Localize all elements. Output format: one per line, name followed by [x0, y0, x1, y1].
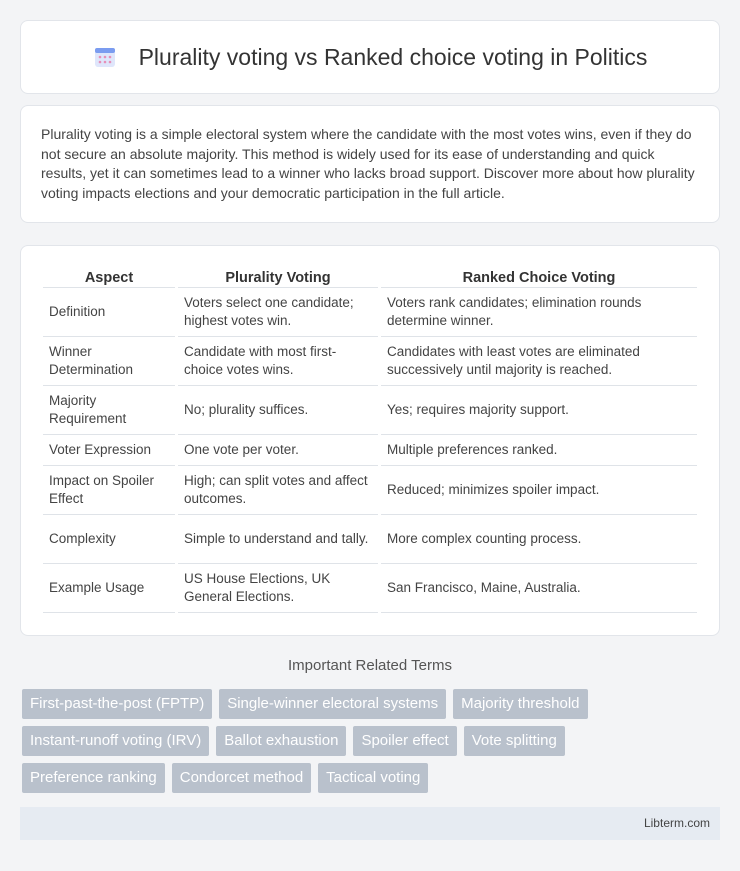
table-cell: Voters select one candidate; highest votes win. [178, 288, 378, 337]
calendar-icon [93, 45, 117, 69]
comparison-card [20, 245, 720, 636]
table-row [43, 564, 697, 613]
footer-site-link[interactable]: Libterm.com [643, 816, 710, 830]
page-title: Plurality voting vs Ranked choice voting in Politics [138, 43, 648, 70]
related-terms-title: Important Related Terms [288, 657, 452, 674]
table-cell: Definition [43, 288, 175, 337]
tag-link[interactable]: Instant-runoff voting (IRV) [22, 726, 209, 756]
table-row [43, 515, 697, 564]
table-cell: One vote per voter. [178, 435, 378, 466]
table-cell: Impact on Spoiler Effect [43, 466, 175, 515]
table-row [43, 466, 697, 515]
column-header: Ranked Choice Voting [381, 267, 697, 288]
column-header: Plurality Voting [178, 267, 378, 288]
table-cell: Candidate with most first-choice votes wins. [178, 337, 378, 386]
table-row [43, 337, 697, 386]
related-terms [22, 689, 722, 800]
tag-row [22, 763, 722, 793]
table-row [43, 386, 697, 435]
table-cell: Yes; requires majority support. [381, 386, 697, 435]
tag-link[interactable]: Preference ranking [22, 763, 165, 793]
tag-row [22, 689, 722, 719]
tag-link[interactable]: Single-winner electoral systems [219, 689, 446, 719]
footer [20, 807, 720, 840]
tag-link[interactable]: Ballot exhaustion [216, 726, 346, 756]
tag-link[interactable]: Tactical voting [318, 763, 428, 793]
table-row [43, 435, 697, 466]
tag-link[interactable]: Spoiler effect [353, 726, 456, 756]
table-cell: High; can split votes and affect outcomes. [178, 466, 378, 515]
table-cell: Reduced; minimizes spoiler impact. [381, 466, 697, 515]
table-cell: Majority Requirement [43, 386, 175, 435]
comparison-table [40, 267, 700, 613]
tag-link[interactable]: Condorcet method [172, 763, 311, 793]
table-cell: Voter Expression [43, 435, 175, 466]
table-cell: Candidates with least votes are eliminated successively until majority is reached. [381, 337, 697, 386]
tag-link[interactable]: First-past-the-post (FPTP) [22, 689, 212, 719]
table-cell: More complex counting process. [381, 515, 697, 564]
column-header: Aspect [43, 267, 175, 288]
tag-link[interactable]: Majority threshold [453, 689, 587, 719]
table-cell: Example Usage [43, 564, 175, 613]
title-card [20, 20, 720, 94]
table-cell: No; plurality suffices. [178, 386, 378, 435]
tag-link[interactable]: Vote splitting [464, 726, 565, 756]
table-cell: Simple to understand and tally. [178, 515, 378, 564]
intro-card [20, 105, 720, 223]
tag-row [22, 726, 722, 756]
table-cell: San Francisco, Maine, Australia. [381, 564, 697, 613]
table-cell: Voters rank candidates; elimination rounds determine winner. [381, 288, 697, 337]
table-cell: Winner Determination [43, 337, 175, 386]
table-header-row [43, 267, 697, 288]
table-cell: Multiple preferences ranked. [381, 435, 697, 466]
table-cell: US House Elections, UK General Elections. [178, 564, 378, 613]
table-row [43, 288, 697, 337]
table-cell: Complexity [43, 515, 175, 564]
intro-text: Plurality voting is a simple electoral system where the candidate with the most votes wins, even if they do not secure an absolute majority. This method is widely used for its ease of understanding and quick results, yet it can sometimes lead to a winner who lacks broad support. Discover more about how plurality voting impacts elections and your democratic participation in the full article. [41, 126, 695, 201]
